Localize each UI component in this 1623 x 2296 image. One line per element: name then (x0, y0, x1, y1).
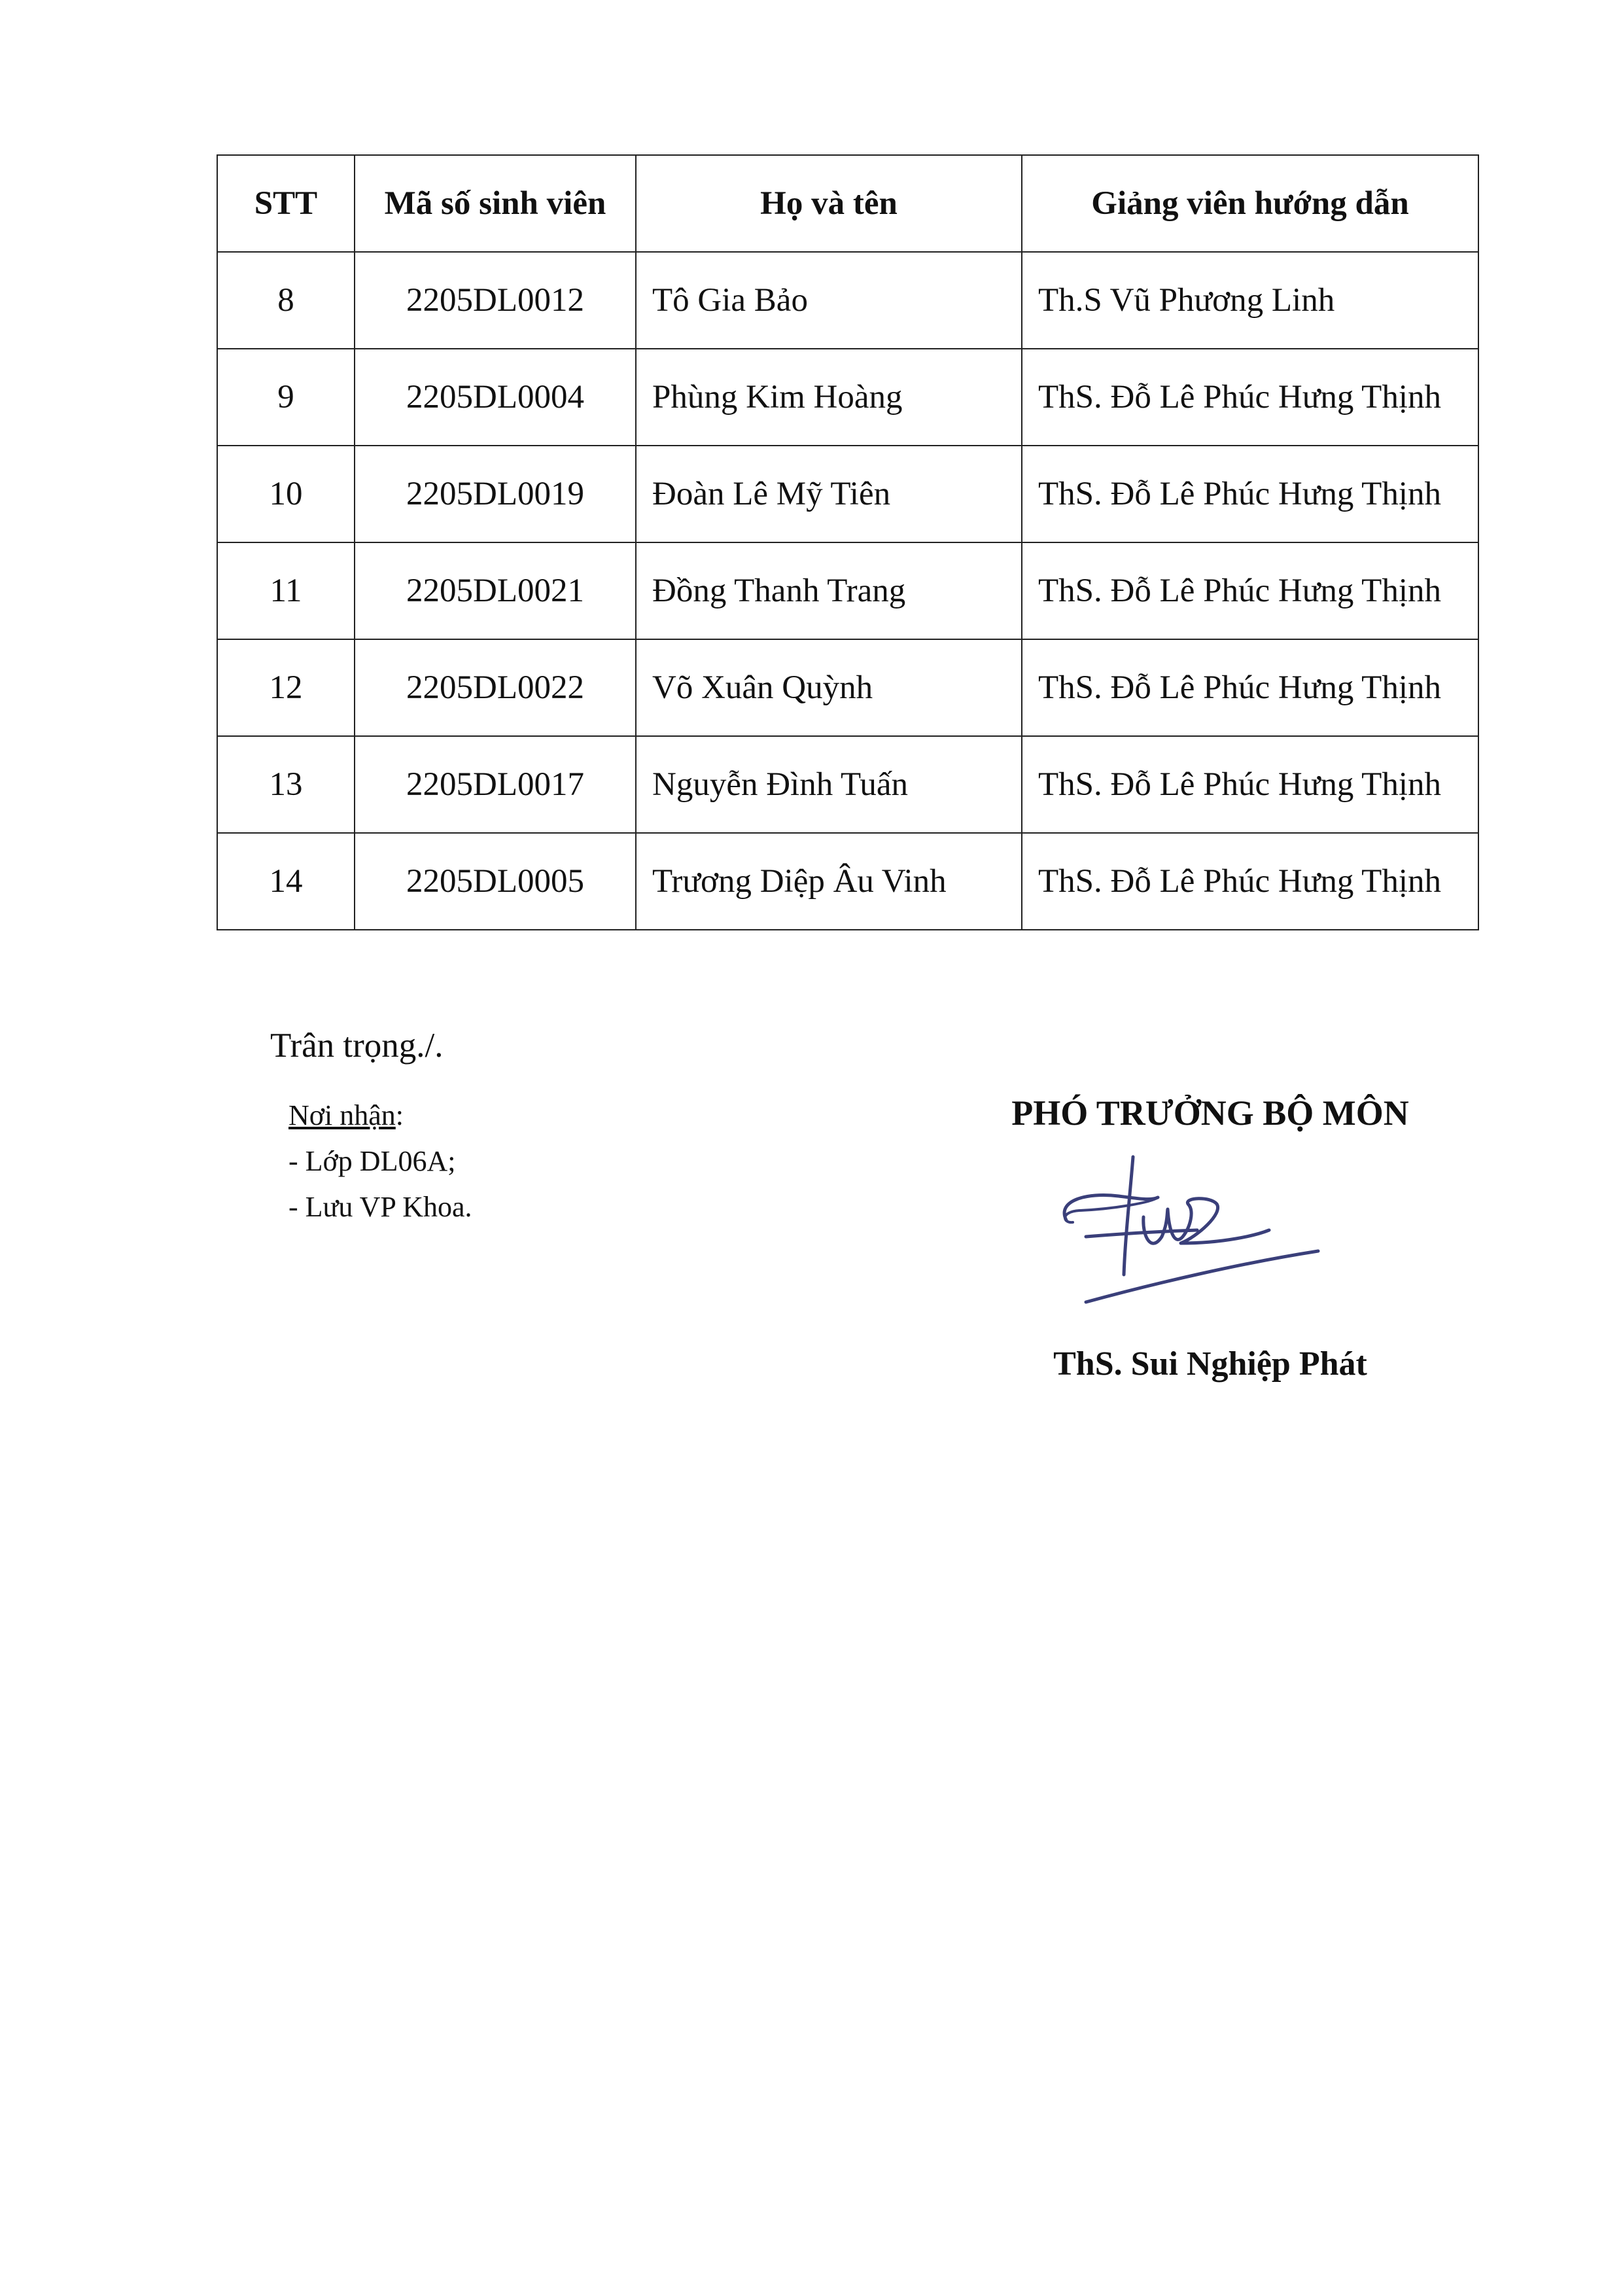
cell-student-id: 2205DL0012 (355, 252, 636, 349)
students-table (217, 154, 1479, 930)
cell-full-name: Đoàn Lê Mỹ Tiên (636, 446, 1022, 542)
table-row (217, 252, 1478, 349)
cell-student-id: 2205DL0019 (355, 446, 636, 542)
header-student-id: Mã số sinh viên (355, 155, 636, 252)
cell-full-name: Võ Xuân Quỳnh (636, 639, 1022, 736)
recipient-item: - Lớp DL06A; (288, 1145, 456, 1177)
signature-image (1060, 1139, 1335, 1328)
cell-stt: 8 (217, 252, 355, 349)
cell-stt: 9 (217, 349, 355, 446)
cell-stt: 13 (217, 736, 355, 833)
recipients-title: Nơi nhận (288, 1099, 396, 1131)
recipient-item: - Lưu VP Khoa. (288, 1191, 472, 1223)
recipients-colon: : (395, 1099, 404, 1131)
cell-student-id: 2205DL0022 (355, 639, 636, 736)
cell-advisor: ThS. Đỗ Lê Phúc Hưng Thịnh (1022, 542, 1478, 639)
header-stt: STT (217, 155, 355, 252)
cell-stt: 11 (217, 542, 355, 639)
cell-full-name: Nguyễn Đình Tuấn (636, 736, 1022, 833)
signer-title: PHÓ TRƯỞNG BỘ MÔN (1011, 1093, 1409, 1133)
recipients-block (288, 1093, 472, 1230)
cell-full-name: Trương Diệp Âu Vinh (636, 833, 1022, 930)
table-header-row (217, 155, 1478, 252)
header-advisor: Giảng viên hướng dẫn (1022, 155, 1478, 252)
cell-advisor: ThS. Đỗ Lê Phúc Hưng Thịnh (1022, 446, 1478, 542)
cell-advisor: ThS. Đỗ Lê Phúc Hưng Thịnh (1022, 833, 1478, 930)
table-row (217, 736, 1478, 833)
cell-student-id: 2205DL0021 (355, 542, 636, 639)
table-row (217, 542, 1478, 639)
cell-full-name: Tô Gia Bảo (636, 252, 1022, 349)
cell-stt: 10 (217, 446, 355, 542)
cell-stt: 14 (217, 833, 355, 930)
table-row (217, 446, 1478, 542)
recipients-heading (288, 1093, 472, 1139)
closing-line: Trân trọng./. (270, 1027, 444, 1065)
cell-full-name: Phùng Kim Hoàng (636, 349, 1022, 446)
table-row (217, 349, 1478, 446)
cell-stt: 12 (217, 639, 355, 736)
cell-advisor: ThS. Đỗ Lê Phúc Hưng Thịnh (1022, 349, 1478, 446)
cell-student-id: 2205DL0017 (355, 736, 636, 833)
cell-advisor: ThS. Đỗ Lê Phúc Hưng Thịnh (1022, 639, 1478, 736)
cell-full-name: Đồng Thanh Trang (636, 542, 1022, 639)
table-row (217, 833, 1478, 930)
table-row (217, 639, 1478, 736)
signer-name: ThS. Sui Nghiệp Phát (1053, 1345, 1367, 1383)
cell-student-id: 2205DL0005 (355, 833, 636, 930)
header-full-name: Họ và tên (636, 155, 1022, 252)
cell-advisor: Th.S Vũ Phương Linh (1022, 252, 1478, 349)
cell-advisor: ThS. Đỗ Lê Phúc Hưng Thịnh (1022, 736, 1478, 833)
cell-student-id: 2205DL0004 (355, 349, 636, 446)
